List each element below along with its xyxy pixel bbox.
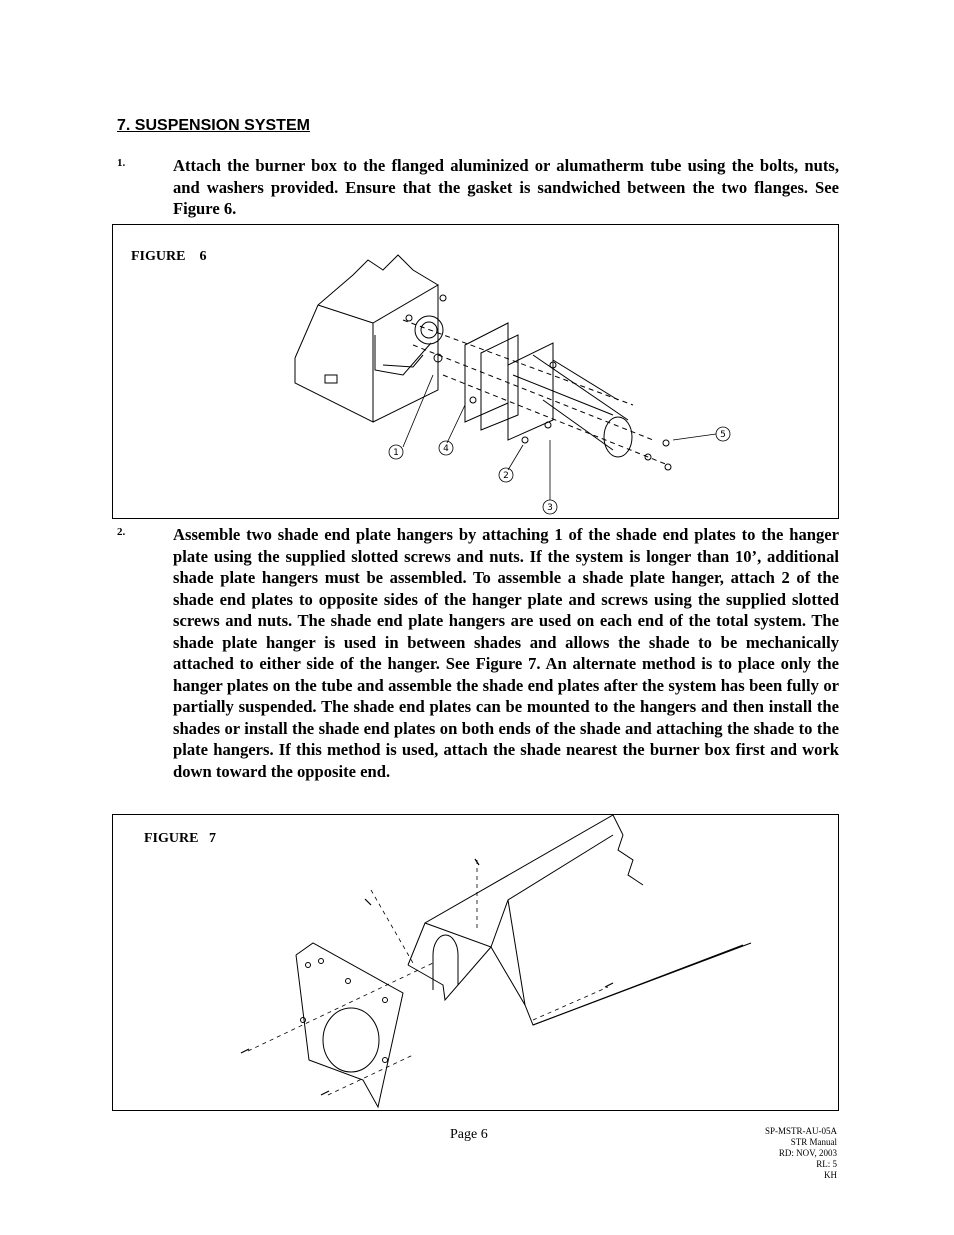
step-text: Assemble two shade end plate hangers by attaching 1 of the shade end plates to the hanger plate using the supplied slotted screws and nuts. If the system is longer than 10’, additional shade plate hangers must be assembled. To assemble a shade plate hanger, attach 2 of the shade end plates to opposite sides of the hanger plate and screws using the supplied slotted screws and nuts. The shade end plate hangers are used on each end of the total system. The shade plate hanger is used in between shades and allows the shade to be mechanically attached to either side of the hanger. See Figure 7. An alternate method is to place only the hanger plates on the tube and assemble the shade end plates after the system has been fully or partially suspended. The shade end plates can be mounted to the hangers and then install the shades or install the shade end plates on both ends of the shade and attaching the shade to the plate hangers. If this method is used, attach the shade nearest the burner box first and work down toward the opposite end. [173,525,839,781]
flanges [465,323,553,440]
callouts [389,427,730,514]
figure-6-drawing [113,225,840,520]
screws [241,859,613,1095]
end-plate [296,943,403,1107]
revision-level: RL: 5 [816,1159,837,1169]
burner-box [295,255,443,422]
page-number: Page 6 [450,1127,488,1142]
figure-7-drawing [113,815,840,1112]
step-number: 2. [117,526,126,538]
figure-6 [112,224,839,519]
shade [408,815,751,1025]
callout-1: 1 [393,448,399,458]
figure-label: FIGURE 6 [131,249,207,264]
document-meta [700,1126,837,1181]
figure-label: FIGURE 7 [144,831,216,846]
step-2 [117,524,839,782]
step-number: 1. [117,157,126,169]
assembly-axes [248,860,608,1095]
callout-2: 2 [503,471,509,481]
doc-id: SP-MSTR-AU-05A [764,1126,837,1136]
step-text: Attach the burner box to the flanged aluminized or alumatherm tube using the bolts, nuts, and washers provided. Ensure that the gasket is sandwiched between the two flanges. See Figure 6. [173,156,839,218]
section-title: 7. SUSPENSION SYSTEM [117,117,310,134]
callout-5: 5 [720,430,726,440]
callout-3: 3 [547,503,553,513]
callout-4: 4 [443,444,449,454]
step-1 [117,155,839,220]
figure-7 [112,814,839,1111]
manual-name: STR Manual [790,1137,837,1147]
revision-date: RD: NOV, 2003 [778,1148,837,1158]
tube [513,355,632,457]
author-initials: KH [824,1170,837,1180]
